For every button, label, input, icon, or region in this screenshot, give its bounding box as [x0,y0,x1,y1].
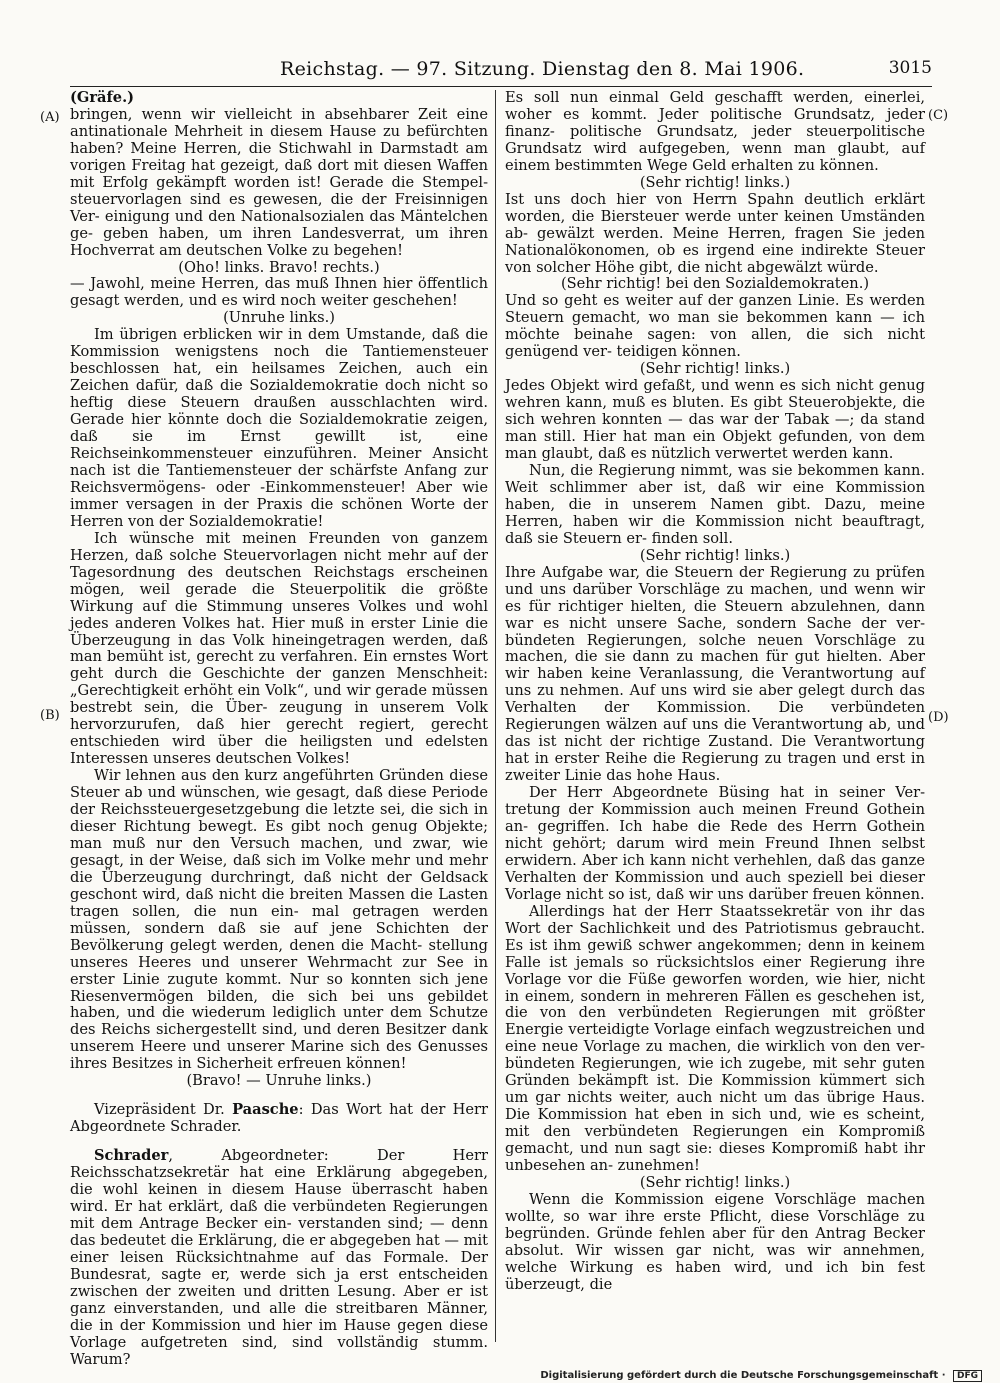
interjection: (Sehr richtig! links.) [639,360,791,378]
paragraph: Ist uns doch hier von Herrn Spahn deutlich erklärt worden, die Biersteuer werde unter keinen Umständen ab- gewälzt werden. Meine Herren, fragen Sie jeden Nationalökonomen, ob es irgend eine indirekte Steuer von solcher Höhe gibt, die nicht abgewälzt würde. [505,190,925,276]
left-column [70,89,488,1368]
speech-text: , Abgeordneter: Der Herr Reichsschatzsekretär hat eine Erklärung abgegeben, die wohl keinen in diesem Hause überrascht haben wird. Er hat erklärt, daß die verbündeten Regierungen mit dem Antrage Becker ein- verstanden sind; — denn das bedeutet die Erklärung, die er abgegeben hat — mit einer leisen Rücksichtnahme auf das Formale. Der Bundesrat, sagte er, werde sich ja erst entscheiden zwischen der zweiten und dritten Lesung. Aber er ist ganz einverstanden, und alle die streitbaren Männer, die in der Kommission und hier im Hause gegen diese Vorlage aufgetreten sind, sind vollständig stumm. Warum? [70,1147,488,1368]
interjection: (Unruhe links.) [223,309,335,327]
paragraph: Wenn die Kommission eigene Vorschläge machen wollte, so war ihre erste Pflicht, diese Vorschläge zu begründen. Gründe fehlen aber für den Antrag Becker absolut. Wir wissen gar nicht, was wir annehmen, welche Wirkung es haben wird, und ich bin fest überzeugt, die [505,1190,925,1293]
paragraph: Ihre Aufgabe war, die Steuern der Regierung zu prüfen und uns darüber Vorschläge zu machen, und wenn wir es für richtiger hielten, die Steuern abzulehnen, dann war es nicht unsere Sache, sondern Sache der ver- bündeten Regierungen, solche neuen Vorschläge zu machen, die sie dann zu machen für gut hielten. Aber wir haben keine Veranlassung, die Verantwortung auf uns zu nehmen. Auf uns wird sie aber gelegt durch das Verhalten der Kommission. Die verbündeten Regierungen wälzen auf uns die Verantwortung ab, und das ist nicht der richtige Zustand. Die Verantwortung hat in erster Reihe die Regierung zu tragen und erst in zweiter Linie das hohe Haus. [505,563,925,785]
vp-text: : Das Wort hat der Herr Abgeordnete Schrader. [70,1101,488,1136]
dfg-logo: DFG [953,1370,982,1382]
speaker-name: Schrader [94,1147,169,1165]
vice-president-statement [70,1102,488,1136]
interjection: (Bravo! — Unruhe links.) [186,1072,372,1090]
interjection: (Sehr richtig! links.) [639,173,791,191]
paragraph: Im übrigen erblicken wir in dem Umstande, daß die Kommission wenigstens noch die Tantiemensteuer beschlossen hat, ein heilsames Zeichen, auch ein Zeichen dafür, daß die Sozialdemokratie doch nicht so heftig diese Steuern draußen ausschlachten wird. Gerade hier könnte doch die Sozialdemokratie zeigen, daß sie im Ernst gewillt ist, eine Reichseinkommensteuer einzuführen. Meiner Ansicht nach ist die Tantiemensteuer der schärfste Anfang zur Reichsvermögens- oder -Einkommensteuer! Aber wie immer versagen in der Praxis die schönen Worte der Herren von der Sozialdemokratie! [70,326,488,530]
vp-prefix: Vizepräsident Dr. [94,1101,233,1119]
column-divider [495,90,496,1342]
paragraph: — Jawohl, meine Herren, das muß Ihnen hier öffentlich gesagt werden, und es wird noch weiter geschehen! [70,275,488,310]
schrader-speech [70,1148,488,1368]
paragraph: Wir lehnen aus den kurz angeführten Gründen diese Steuer ab und wünschen, wie gesagt, daß diese Periode der Reichssteuergesetzgebung die letzte sei, die sich in dieser Richtung bewegt. Es gibt noch genug Objekte; man muß nur den Versuch machen, und zwar, wie gesagt, in der Weise, daß sich im Volke mehr und mehr die Überzeugung durchringt, daß nicht der Geldsack geschont wird, daß nicht die breiten Massen die Lasten tragen sollen, die nun ein- mal getragen werden müssen, sondern daß sie auf jene Schichten der Bevölkerung gelegt werden, denen die Macht- stellung unseres Heeres und unserer Wehrmacht zur See in erster Linie zugute kommt. Nur so konnten sich jene Riesenvermögen bilden, die sich bei uns gebildet haben, und die wiederum lediglich unter dem Schutze des Reichs sichergestellt sind, und deren Besitzer dank unserem Heere und unserer Marine sich des Genusses ihres Besitzes in Sicherheit erfreuen können! [70,767,488,1073]
paragraph: Und so geht es weiter auf der ganzen Linie. Es werden Steuern gemacht, wo man sie bekommen kann — ich möchte beinahe sagen: von allen, die sich nicht genügend ver- teidigen können. [505,292,925,361]
right-column [505,90,925,1342]
interjection: (Sehr richtig! links.) [639,1174,791,1191]
margin-marker-a: (A) [40,110,60,125]
paragraph: bringen, wenn wir vielleicht in absehbarer Zeit eine antinationale Mehrheit in diesem Hause zu befürchten haben? Meine Herren, die Stichwahl in Darmstadt am vorigen Freitag hat gezeigt, daß dort mit diesen Waffen mit Erfolg gekämpft worden ist! Gerade die Stempel- steuervorlagen sind es gewesen, die der Freisinnigen Ver- einigung und den Nationalsozialen das Mäntelchen ge- geben haben, um ihren Landesverrat, um ihren Hochverrat am deutschen Volke zu begehen! [70,105,488,259]
running-title: Reichstag. — 97. Sitzung. Dienstag den 8. Mai 1906. [280,58,805,80]
paragraph: Ich wünsche mit meinen Freunden von ganzem Herzen, daß solche Steuervorlagen nicht mehr auf der Tagesordnung des deutschen Reichstags erscheinen mögen, weil gerade die Steuerpolitik die größte Wirkung auf die Stimmung unseres Volkes und wohl jedes anderen Volkes hat. Hier muß in erster Linie die Überzeugung in das Volk hineingetragen werden, daß man bemüht ist, gerecht zu verfahren. Ein ernstes Wort geht durch die Geschichte der ganzen Menschheit: „Gerechtigkeit erhöht ein Volk“, und wir gerade müssen bestrebt sein, die Über- zeugung in unserem Volk hervorzurufen, daß hier gerecht regiert, gerecht entschieden wird über die heiligsten und edelsten Interessen unseres deutschen Volkes! [70,529,488,768]
paragraph: Jedes Objekt wird gefaßt, und wenn es sich nicht genug wehren kann, muß es bluten. Es gibt Steuerobjekte, die sich wehren konnten — das war der Tabak —; da stand man still. Hier hat man ein Objekt gefunden, von dem man glaubt, daß es nützlich verwertet werden kann. [505,377,925,463]
paragraph: Es soll nun einmal Geld geschafft werden, einerlei, woher es kommt. Jeder politische Grundsatz, jeder finanz- politische Grundsatz, jeder steuerpolitische Grundsatz wird aufgegeben, wenn man glaubt, auf einem bestimmten Wege Geld erhalten zu können. [505,89,925,174]
paragraph: Allerdings hat der Herr Staatssekretär von ihr das Wort der Sachlichkeit und des Patriotismus gebraucht. Es ist ihm gewiß schwer angekommen; denn in keinem Falle ist jemals so rücksichtslos einer Regierung ihre Vorlage vor die Füße geworfen worden, wie hier, nicht in einem, sondern in mehreren Fällen es geschehen ist, die von den verbündeten Regierungen mit größter Energie verteidigte Vorlage einfach wegzustreichen und eine neue Vorlage zu machen, die wirklich von den ver- bündeten Regierungen, wie ich zugebe, mit sehr guten Gründen bekämpft ist. Die Kommission kümmert sich um gar nichts weiter, auch nicht um das übrige Haus. Die Kommission hat eben in sich und, wie es scheint, mit den verbündeten Regierungen ein Kompromiß gemacht, und nun sagt sie: dieses Kompromiß habt ihr unbesehen an- zunehmen! [505,902,925,1175]
page-header [70,58,932,86]
interjection: (Oho! links. Bravo! rechts.) [178,258,380,276]
footer-credit: Digitalisierung gefördert durch die Deutsche Forschungsgemeinschaft · DFG [540,1370,982,1382]
margin-marker-d: (D) [928,710,949,725]
speaker-tag: (Gräfe.) [70,89,135,106]
paragraph: Der Herr Abgeordnete Büsing hat in seiner Ver- tretung der Kommission auch meinen Freund Gothein an- gegriffen. Ich habe die Rede des Herrn Gothein nicht gehört; darum wird mein Freund Ihnen selbst erwidern. Aber ich kann nicht verhehlen, daß das ganze Verhalten der Kommission und auch speziell bei dieser Vorlage nicht so ist, daß wir uns darüber freuen können. [505,784,925,903]
margin-marker-b: (B) [40,708,60,723]
paragraph: Nun, die Regierung nimmt, was sie bekommen kann. Weit schlimmer aber ist, daß wir eine Kommission haben, die in unserem Namen gibt. Dazu, meine Herren, haben wir die Kommission nicht beauftragt, daß sie Steuern er- finden soll. [505,461,925,547]
header-rule [70,86,932,87]
footer-text: Digitalisierung gefördert durch die Deutsche Forschungsgemeinschaft [540,1370,939,1381]
margin-marker-c: (C) [928,108,949,123]
page-number: 3015 [888,58,932,78]
vp-name: Paasche [232,1101,299,1119]
interjection: (Sehr richtig! links.) [639,546,791,564]
interjection: (Sehr richtig! bei den Sozialdemokraten.) [560,275,870,293]
